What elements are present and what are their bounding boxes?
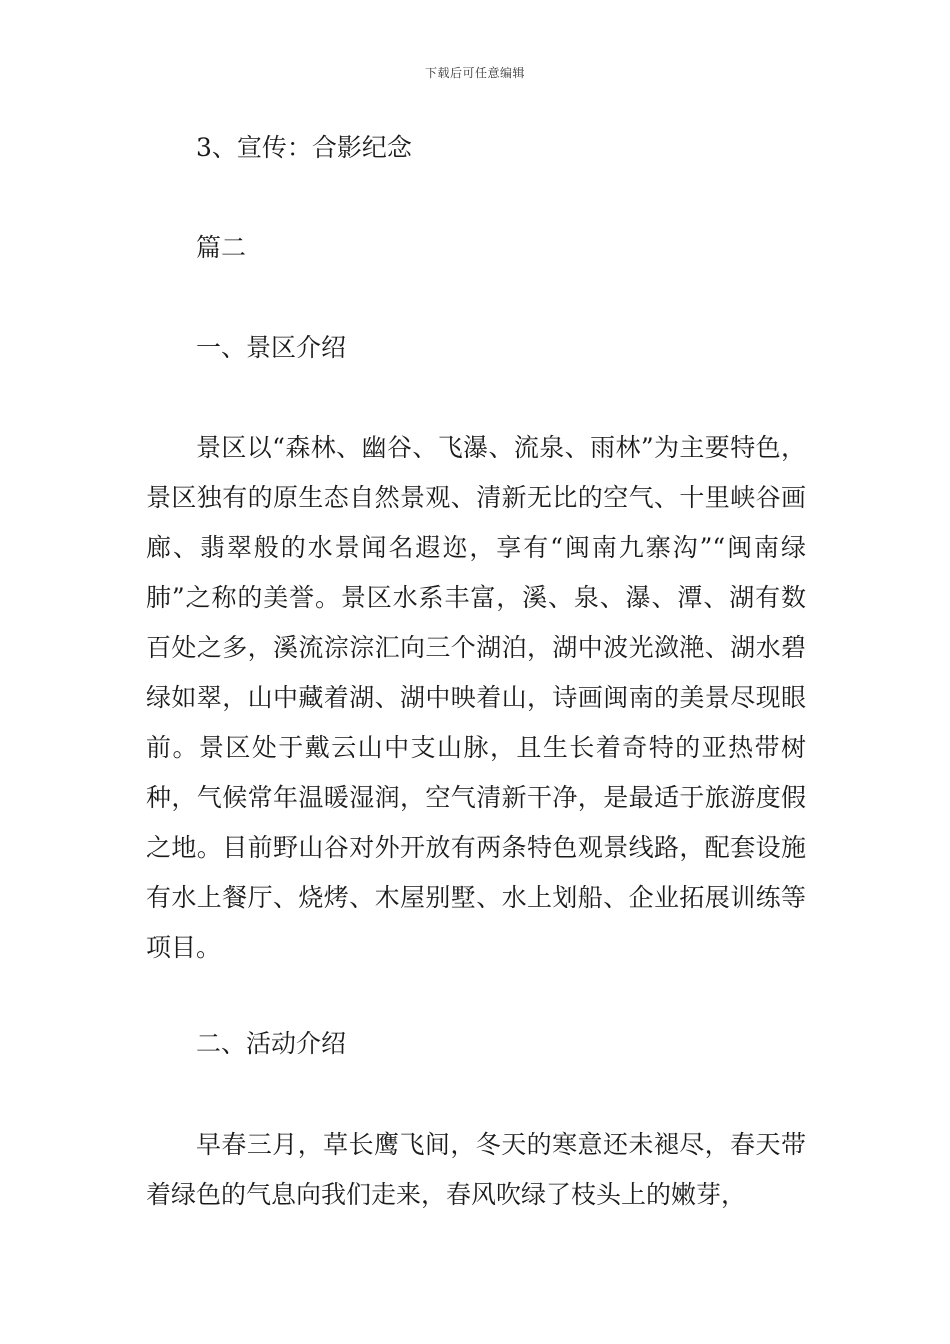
section-1-paragraph: 景区以“森林、幽谷、飞瀑、流泉、雨林”为主要特色，景区独有的原生态自然景观、清新无比的空气、十里峡谷画廊、翡翠般的水景闻名遐迩，享有“闽南九寨沟”“闽南绿肺”之称的美誉。景区水系丰富，溪、泉、瀑、潭、湖有数百处之多，溪流淙淙汇向三个湖泊，湖中波光潋滟、湖水碧绿如翠，山中藏着湖、湖中映着山，诗画闽南的美景尽现眼前。景区处于戴云山中支山脉，且生长着奇特的亚热带树种，气候常年温暖湿润，空气清新干净，是最适于旅游度假之地。目前野山谷对外开放有两条特色观景线路，配套设施有水上餐厅、烧烤、木屋别墅、水上划船、企业拓展训练等项目。 — [146, 433, 806, 962]
part-title: 篇二 — [196, 233, 247, 262]
section-2-paragraph: 早春三月，草长鹰飞间，冬天的寒意还未褪尽，春天带着绿色的气息向我们走来，春风吹绿了枝头上的嫩芽， — [146, 1130, 806, 1209]
page-header-note: 下载后可任意编辑 — [424, 66, 525, 80]
item-3-heading: 3、宣传：合影纪念 — [196, 133, 412, 162]
section-2-title: 二、活动介绍 — [196, 1029, 347, 1058]
section-1-title: 一、景区介绍 — [196, 333, 347, 362]
